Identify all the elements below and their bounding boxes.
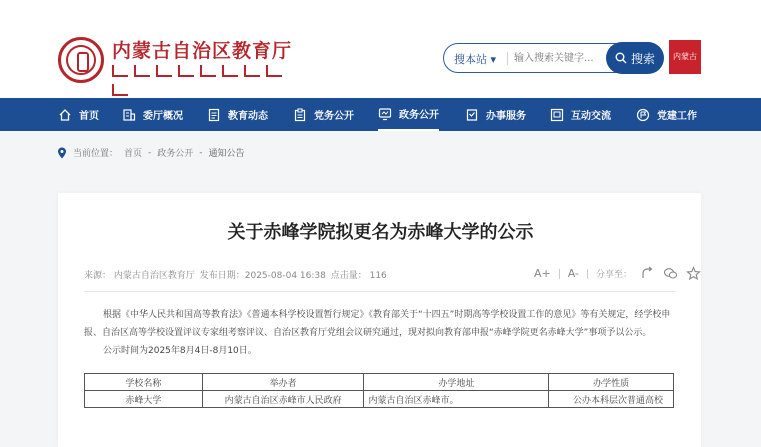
- nav-item-party-affairs[interactable]: 党务公开: [293, 98, 354, 131]
- emblem-logo[interactable]: [58, 37, 104, 83]
- monitor-icon: [378, 107, 392, 121]
- font-decrease-button[interactable]: A-: [567, 267, 580, 280]
- meta-divider: [84, 291, 675, 292]
- chat-icon: [550, 108, 564, 122]
- tools-divider: [559, 269, 560, 279]
- meta-source: 来源： 内蒙古自治区教育厅: [84, 271, 195, 281]
- article-paragraph: 根据《中华人民共和国高等教育法》《普通本科学校设置暂行规定》《教育部关于“十四五”时期高等学校设置工作的意见》等有关规定，经学校申: [103, 310, 671, 320]
- nav-item-education-news[interactable]: 教育动态: [207, 98, 268, 131]
- article-title: 关于赤峰学院拟更名为赤峰大学的公示: [227, 222, 534, 243]
- share-icon[interactable]: [640, 266, 655, 281]
- breadcrumb-home[interactable]: 首页: [124, 149, 143, 159]
- school-info-table: [84, 373, 674, 408]
- mongolian-script-logo: [112, 62, 298, 74]
- article-meta: [84, 268, 389, 281]
- nav-item-overview[interactable]: 委厅概况: [122, 98, 183, 131]
- location-pin-icon: [57, 147, 67, 159]
- table-cell-sponsor: 内蒙古自治区赤峰市人民政府: [202, 391, 364, 408]
- breadcrumb-notices[interactable]: 通知公告: [208, 149, 245, 159]
- table-header: 学校名称: [85, 374, 203, 391]
- nav-item-government-affairs[interactable]: 政务公开: [378, 98, 439, 131]
- table-header: 办学性质: [549, 374, 674, 391]
- table-cell-school-name: 赤峰大学: [85, 391, 203, 408]
- breadcrumb-prefix: 当前位置：: [73, 149, 119, 159]
- breadcrumb-separator: -: [148, 147, 152, 158]
- form-icon: [465, 108, 479, 122]
- article-paragraph: 报、自治区高等学校设置评议专家组考察评议、自治区教育厅党组会议研究通过，现对拟向教育部申报“赤峰学院更名赤峰大学”事项予以公示。: [84, 328, 652, 338]
- clipboard-icon: [293, 108, 307, 122]
- table-row: [85, 391, 674, 408]
- search-button[interactable]: [606, 42, 664, 74]
- font-increase-button[interactable]: A+: [534, 267, 551, 280]
- search-button-label: 搜索: [630, 51, 655, 66]
- meta-published: 发布日期：2025-08-04 16:38: [199, 271, 326, 281]
- article-paragraph: 公示时间为2025年8月4日-8月10日。: [103, 346, 257, 356]
- tools-divider: [587, 269, 588, 279]
- document-icon: [207, 108, 221, 122]
- breadcrumb-government-affairs[interactable]: 政务公开: [157, 149, 194, 159]
- breadcrumb-separator: -: [199, 147, 203, 158]
- wechat-icon[interactable]: [663, 266, 678, 281]
- flag-icon: [636, 108, 650, 122]
- nav-item-home[interactable]: 首页: [58, 98, 99, 131]
- home-icon: [58, 108, 72, 122]
- table-cell-nature: 公办本科层次普通高校: [549, 391, 674, 408]
- share-label: 分享至：: [596, 270, 633, 280]
- breadcrumb: [57, 146, 245, 159]
- table-cell-address: 内蒙古自治区赤峰市。: [364, 391, 549, 408]
- nav-item-party-building[interactable]: 党建工作: [636, 98, 697, 131]
- search-scope-select[interactable]: 搜本站 ▾: [454, 53, 497, 66]
- search-icon: [615, 52, 627, 64]
- table-header-row: [85, 374, 674, 391]
- main-nav: [0, 98, 761, 131]
- favorite-star-icon[interactable]: [686, 266, 701, 281]
- site-title[interactable]: 内蒙古自治区教育厅: [112, 40, 293, 62]
- article-tools: [534, 266, 701, 281]
- meta-views: 点击量： 116: [330, 271, 387, 281]
- table-header: 举办者: [202, 374, 364, 391]
- search-divider: [507, 52, 508, 65]
- building-icon: [122, 108, 136, 122]
- table-header: 办学地址: [364, 374, 549, 391]
- nav-item-interaction[interactable]: 互动交流: [550, 98, 611, 131]
- site-header: [0, 0, 761, 98]
- seal-logo: 内蒙古: [669, 40, 701, 74]
- nav-item-services[interactable]: 办事服务: [465, 98, 526, 131]
